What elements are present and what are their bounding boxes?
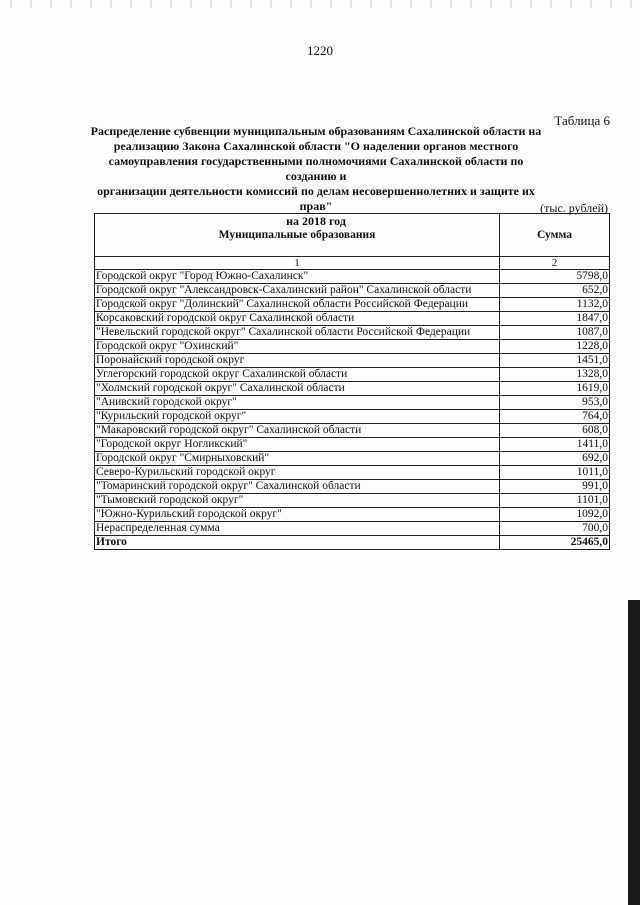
table-row [95,326,610,340]
total-value: 25465,0 [500,536,610,550]
column-number: 1 [95,257,500,270]
amount-value: 1011,0 [500,466,610,480]
amount-value: 1087,0 [500,326,610,340]
table-row [95,382,610,396]
amount-value: 700,0 [500,522,610,536]
amount-value: 953,0 [500,396,610,410]
municipality-name: "Невельский городской округ" Сахалинской области Российской Федерации [95,326,500,340]
table-row [95,424,610,438]
title-line: организации деятельности комиссий по делам несовершеннолетних и защите их прав" [97,184,535,213]
amount-value: 692,0 [500,452,610,466]
page-number: 1220 [307,43,333,58]
title-line: реализацию Закона Сахалинской области "О наделении органов местного [113,139,519,153]
table-row [95,508,610,522]
header-municipality: Муниципальные образования [95,214,500,257]
amount-value: 1132,0 [500,298,610,312]
unit-label: (тыс. рублей) [540,201,608,215]
municipality-name: "Макаровский городской округ" Сахалинской области [95,424,500,438]
scan-edge-artifact [0,0,640,8]
amount-value: 1411,0 [500,438,610,452]
amount-value: 1101,0 [500,494,610,508]
amount-value: 1328,0 [500,368,610,382]
table-row [95,368,610,382]
municipality-name: "Тымовский городской округ" [95,494,500,508]
municipality-name: "Городской округ Ногликский" [95,438,500,452]
municipality-name: Городской округ "Александровск-Сахалинский район" Сахалинской области [95,284,500,298]
municipality-name: Корсаковский городской округ Сахалинской области [95,312,500,326]
amount-value: 1092,0 [500,508,610,522]
municipality-name: "Томаринский городской округ" Сахалинской области [95,480,500,494]
table-row [95,284,610,298]
table-row [95,438,610,452]
municipality-name: "Курильский городской округ" [95,410,500,424]
total-label: Итого [95,536,500,550]
header-amount: Сумма [500,214,610,257]
table-row [95,494,610,508]
municipality-name: Углегорский городской округ Сахалинской области [95,368,500,382]
amount-value: 1847,0 [500,312,610,326]
table-row [95,270,610,284]
table-row [95,298,610,312]
amount-value: 991,0 [500,480,610,494]
table-body [95,270,610,536]
table-row [95,396,610,410]
table-row [95,480,610,494]
title-line: Распределение субвенции муниципальным образованиям Сахалинской области на [90,124,542,138]
table-caption: Таблица 6 [554,113,610,128]
title-line: на 2018 год [286,214,346,228]
table-row [95,354,610,368]
table-row [95,452,610,466]
amount-value: 1451,0 [500,354,610,368]
scan-edge-bar [628,600,640,905]
table-row [95,466,610,480]
amount-value: 652,0 [500,284,610,298]
table-row [95,312,610,326]
total-row [95,536,610,550]
table-row [95,340,610,354]
title-line: самоуправления государственными полномочиями Сахалинской области по созданию и [108,154,524,183]
subvention-table [94,213,610,550]
header-row [95,214,610,257]
amount-value: 608,0 [500,424,610,438]
municipality-name: Городской округ "Город Южно-Сахалинск" [95,270,500,284]
municipality-name: Городской округ "Смирныховский" [95,452,500,466]
municipality-name: "Холмский городской округ" Сахалинской области [95,382,500,396]
amount-value: 764,0 [500,410,610,424]
amount-value: 1228,0 [500,340,610,354]
municipality-name: Северо-Курильский городской округ [95,466,500,480]
municipality-name: Городской округ "Охинский" [95,340,500,354]
column-number-row [95,257,610,270]
table-row [95,410,610,424]
municipality-name: "Анивский городской округ" [95,396,500,410]
column-number: 2 [500,257,610,270]
municipality-name: Городской округ "Долинский" Сахалинской области Российской Федерации [95,298,500,312]
municipality-name: Нераспределенная сумма [95,522,500,536]
amount-value: 5798,0 [500,270,610,284]
municipality-name: "Южно-Курильский городской округ" [95,508,500,522]
amount-value: 1619,0 [500,382,610,396]
municipality-name: Поронайский городской округ [95,354,500,368]
table-row [95,522,610,536]
